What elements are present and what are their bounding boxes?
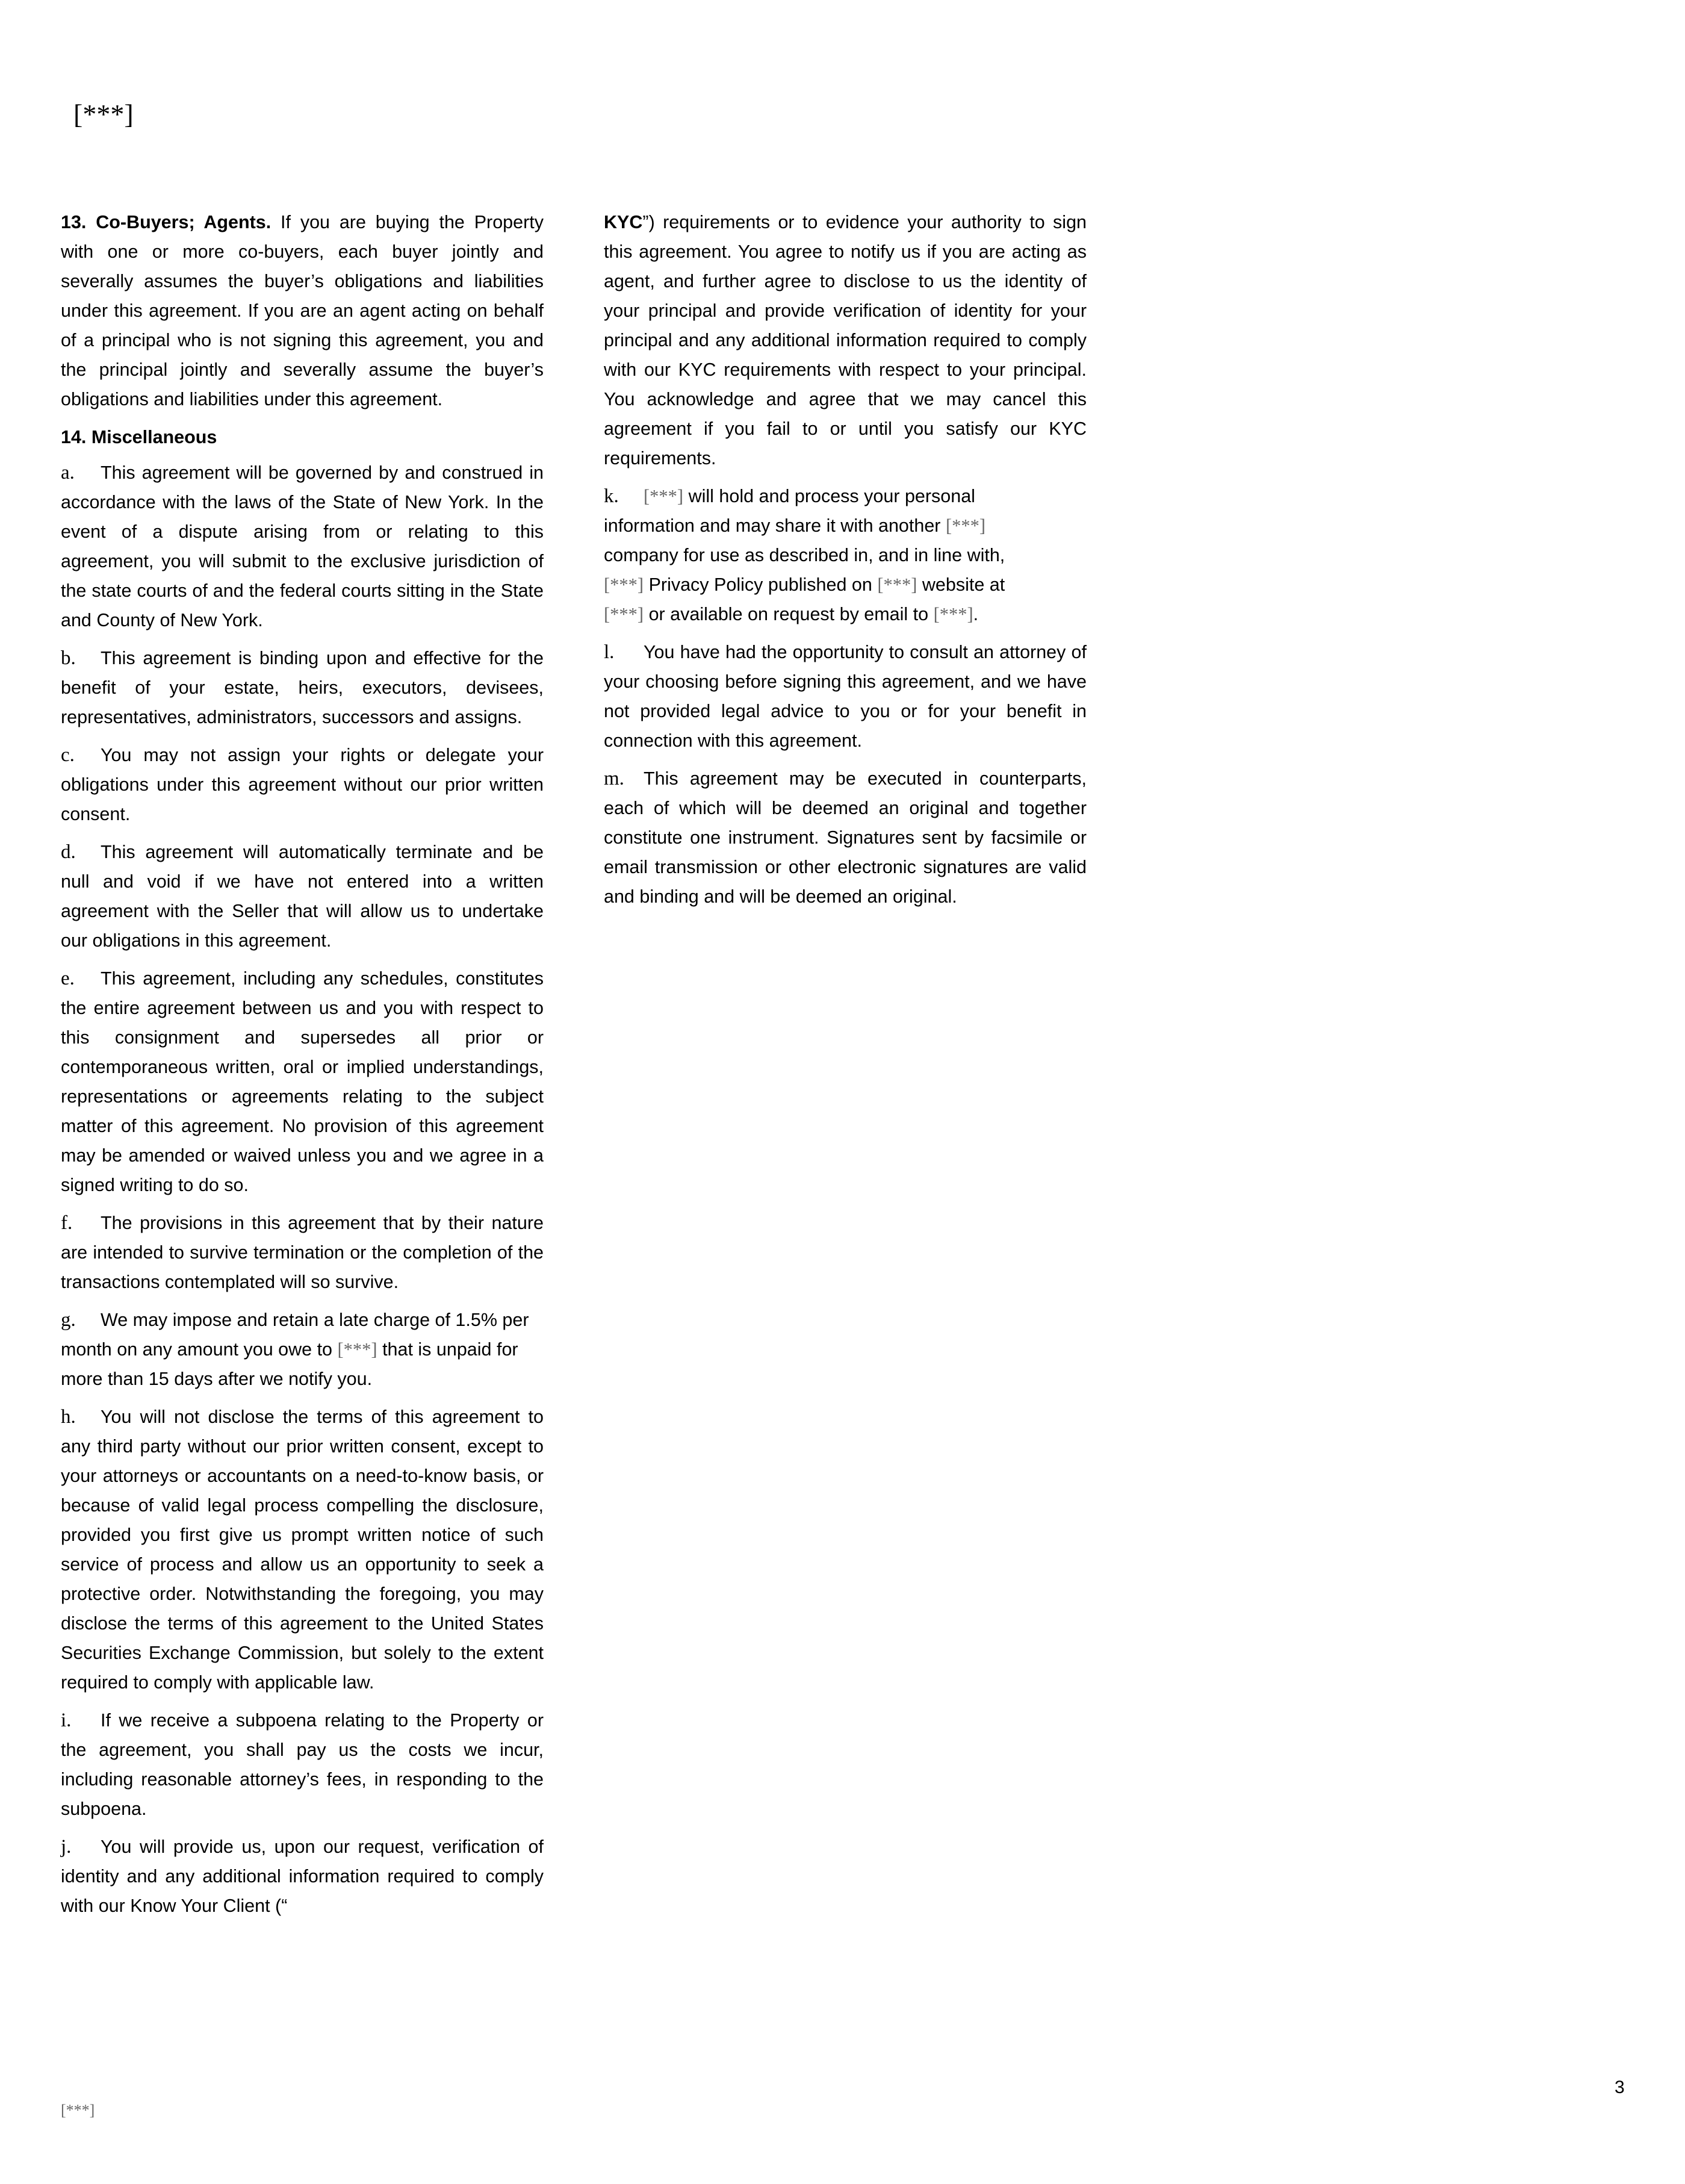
clause-j-start — [61, 1832, 544, 1921]
clause-m-text: This agreement may be executed in counterparts, each of which will be deemed an original and together constitute one instrument. Signatures sent by facsimile or email transmission or other electronic signatures are valid and binding and will be deemed an original. — [604, 768, 1087, 907]
left-column — [61, 208, 544, 1929]
clause-f — [61, 1209, 544, 1297]
footer-redaction-mark: [***] — [61, 2102, 95, 2119]
clause-j-text-1: You will provide us, upon our request, verification of identity and any additional information required to comply with our Know Your Client (“ — [61, 1837, 544, 1916]
clause-j-continued — [604, 208, 1087, 473]
clause-e-text: This agreement, including any schedules, constitutes the entire agreement between us and you with respect to this consignment and supersedes all prior or contemporaneous written, oral or implied understandings, representations or agreements relating to the subject matter of this agreement. No provision of this agreement may be amended or waived unless you and we agree in a signed writing to do so. — [61, 968, 544, 1195]
clause-d-text: This agreement will automatically terminate and be null and void if we have not entered into a written agreement with the Seller that will allow us to undertake our obligations in this agreement. — [61, 842, 544, 951]
section-14-heading — [61, 423, 544, 452]
clause-k-redaction-2: [***] — [945, 515, 986, 536]
clause-k-redaction-1: [***] — [644, 486, 684, 506]
clause-m-label: m. — [604, 768, 624, 789]
clause-h-text: You will not disclose the terms of this agreement to any third party without our prior written consent, except to your attorneys or accountants on a need-to-know basis, or because of valid legal process compelling the disclosure, provided you first give us prompt written notice of such service of process and allow us an opportunity to seek a protective order. Notwithstanding the foregoing, you may disclose the terms of this agreement to the United States Securities Exchange Commission, but solely to the extent required to comply with applicable law. — [61, 1407, 544, 1693]
section-13-heading: 13. Co-Buyers; Agents. — [61, 212, 272, 232]
clause-c-text: You may not assign your rights or delegate your obligations under this agreement without our prior written consent. — [61, 745, 544, 824]
page-number: 3 — [1615, 2077, 1625, 2097]
clause-k-redaction-6: [***] — [933, 604, 973, 624]
clause-g — [61, 1305, 544, 1394]
clause-j-kyc-term: KYC — [604, 212, 643, 232]
clause-k-text-6: . — [973, 604, 979, 624]
clause-d-label: d. — [61, 841, 76, 863]
clause-g-redaction: [***] — [337, 1339, 377, 1360]
clause-a — [61, 458, 544, 635]
clause-k-text-2: company for use as described in, and in line with, — [604, 545, 1005, 565]
clause-d — [61, 838, 544, 956]
clause-k-label: k. — [604, 485, 619, 507]
clause-l-label: l. — [604, 641, 615, 663]
clause-h — [61, 1402, 544, 1697]
header-redaction-mark: [***] — [73, 99, 134, 129]
clause-c — [61, 741, 544, 829]
clause-i — [61, 1706, 544, 1824]
clause-c-label: c. — [61, 744, 75, 766]
section-13-text: If you are buying the Property with one or more co-buyers, each buyer jointly and severally assumes the buyer’s obligations and liabilities under this agreement. If you are an agent acting on behalf of a principal who is not signing this agreement, you and the principal jointly and severally assume the buyer’s obligations and liabilities under this agreement. — [61, 212, 544, 409]
clause-f-text: The provisions in this agreement that by their nature are intended to survive termination or the completion of the transactions contemplated will so survive. — [61, 1213, 544, 1292]
clause-e — [61, 964, 544, 1200]
clause-l — [604, 638, 1087, 756]
clause-k-redaction-4: [***] — [877, 574, 917, 595]
clause-k-text-3: Privacy Policy published on — [648, 574, 872, 595]
clause-b — [61, 644, 544, 732]
clause-k-text-4: website at — [922, 574, 1005, 595]
clause-i-label: i. — [61, 1710, 72, 1731]
section-14-title: 14. Miscellaneous — [61, 427, 217, 447]
clause-b-text: This agreement is binding upon and effective for the benefit of your estate, heirs, executors, devisees, representatives, administrators, successors and assigns. — [61, 648, 544, 727]
clause-k-text-5: or available on request by email to — [648, 604, 929, 624]
clause-f-label: f. — [61, 1212, 73, 1234]
clause-e-label: e. — [61, 968, 75, 989]
section-13 — [61, 208, 544, 414]
clause-k-redaction-3: [***] — [604, 574, 644, 595]
clause-l-text: You have had the opportunity to consult an attorney of your choosing before signing this agreement, and we have not provided legal advice to you or for your benefit in connection with this agreement. — [604, 642, 1087, 751]
clause-j-label: j. — [61, 1836, 72, 1858]
clause-k — [604, 482, 1087, 629]
clause-k-text-1: will hold and process your personal information and may share it with another — [604, 486, 975, 536]
clause-a-text: This agreement will be governed by and construed in accordance with the laws of the State of New York. In the event of a dispute arising from or relating to this agreement, you will submit to the exclusive jurisdiction of the state courts of and the federal courts sitting in the State and County of New York. — [61, 462, 544, 630]
clause-b-label: b. — [61, 647, 76, 669]
right-column — [604, 208, 1087, 920]
clause-i-text: If we receive a subpoena relating to the Property or the agreement, you shall pay us the costs we incur, including reasonable attorney’s fees, in responding to the subpoena. — [61, 1710, 544, 1819]
clause-a-label: a. — [61, 462, 75, 484]
clause-j-text-2: ”) requirements or to evidence your authority to sign this agreement. You agree to notify us if you are acting as agent, and further agree to disclose to us the identity of your principal and provide verification of identity for your principal and any additional information required to comply with our KYC requirements with respect to your principal. You acknowledge and agree that we may cancel this agreement if you fail to or until you satisfy our KYC requirements. — [604, 212, 1087, 468]
clause-g-text-2: that is unpaid for more than 15 days after we notify you. — [61, 1339, 518, 1389]
clause-g-label: g. — [61, 1309, 76, 1331]
clause-g-text-1: We may impose and retain a late charge of 1.5% per month on any amount you owe to — [61, 1310, 529, 1360]
clause-k-redaction-5: [***] — [604, 604, 644, 624]
clause-h-label: h. — [61, 1406, 76, 1428]
clause-m — [604, 764, 1087, 912]
